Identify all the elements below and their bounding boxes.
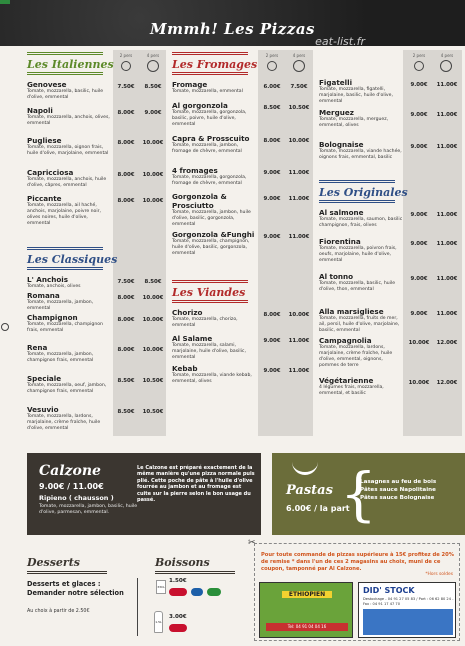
menu-item	[172, 80, 256, 95]
coca-cola-logo-icon	[169, 624, 187, 632]
item-name: Al salmone	[319, 208, 364, 217]
chalkboard-header	[0, 0, 465, 46]
item-description: Tomate, mozzarella, jambon, emmental	[27, 300, 94, 311]
price-large: 11.00€	[288, 196, 310, 202]
item-name: Romana	[27, 291, 60, 300]
item-description: Tomate, mozzarella, viande hachée, oignons frais, emmental, basilic	[319, 149, 402, 160]
price-small: 8.00€	[117, 140, 135, 146]
price-small: 9.00€	[263, 196, 281, 202]
orangina-logo-icon	[191, 588, 203, 596]
flag-icon	[0, 0, 10, 4]
item-name: Gorgonzola & Prosciutto	[172, 192, 227, 210]
item-name: Figatelli	[319, 78, 353, 87]
item-name: Capricciosa	[27, 168, 74, 177]
calzone-ingredients: Tomate, mozzarella, jambon, basilic, huile d'olive, parmesan, emmental.	[39, 504, 138, 515]
item-name: Al Salame	[172, 334, 213, 343]
price-small: 7.50€	[117, 279, 135, 285]
pastas-price: 6.00€ / la part	[286, 504, 350, 513]
price-large: 11.00€	[436, 241, 458, 247]
price-small: 9.00€	[410, 112, 428, 118]
menu-item	[319, 78, 403, 105]
desserts-line1: Desserts et glaces :	[27, 580, 101, 588]
section-title: Les Italiennes	[27, 58, 114, 71]
section-rule	[319, 200, 395, 203]
pizza-large-icon	[440, 60, 452, 72]
price-large: 9.00€	[144, 110, 162, 116]
price-large: 10.00€	[142, 317, 164, 323]
item-description: Tomate, mozzarella, oignon frais, huile d'olive, marjolaine, emmental	[27, 145, 109, 156]
item-name: Merguez	[319, 108, 354, 117]
item-description: Tomate, anchois, olives	[27, 284, 81, 289]
item-description: Tomate, mozzarella, lardons, marjolaine, crème fraîche, huile d'olive, emmental, oignons, pommes de terre	[319, 345, 393, 368]
price-small: 8.00€	[117, 317, 135, 323]
price-small: 8.00€	[263, 312, 281, 318]
section-rule	[172, 52, 248, 55]
item-name: Végétarienne	[319, 376, 374, 385]
pastas-title: Pastas	[286, 483, 333, 498]
item-name: Piccante	[27, 194, 62, 203]
size-header-large: 4 pers	[440, 53, 454, 58]
price-large: 10.00€	[142, 198, 164, 204]
boissons-rule	[155, 571, 235, 574]
item-description: Tomate, mozzarella, viande kebab, emmental, olives	[172, 373, 252, 384]
promo-text: Pour toute commande de pizzas supérieure à 15€ profitez de 20% de remise * dans l'un de ces 2 magasins au choix, muni de ce coupon, tamponné par Al Calzone.	[261, 552, 454, 572]
menu-item	[319, 108, 403, 129]
item-description: Tomate, mozzarella, merguez, emmental, olives	[319, 117, 389, 128]
item-name: Campagnolia	[319, 336, 372, 345]
item-name: Champignon	[27, 313, 78, 322]
menu-item	[27, 291, 111, 312]
size-header-small: 2 pers	[265, 53, 279, 58]
item-name: Gorgonzola &Funghi	[172, 230, 255, 239]
price-large: 10.00€	[288, 138, 310, 144]
price-large: 11.00€	[288, 234, 310, 240]
menu-item	[172, 308, 256, 329]
bottle-label: 1.5L	[155, 620, 162, 624]
price-large: 10.50€	[288, 105, 310, 111]
price-large: 11.00€	[288, 170, 310, 176]
side-target-icon	[1, 323, 9, 331]
item-name: Kebab	[172, 364, 198, 373]
price-large: 10.00€	[288, 312, 310, 318]
size-header-large: 4 pers	[292, 53, 306, 58]
price-small: 8.00€	[117, 295, 135, 301]
price-small: 9.00€	[410, 241, 428, 247]
price-small: 8.50€	[117, 378, 135, 384]
section-title: Les Viandes	[172, 286, 246, 299]
item-description: Tomate, mozzarella, figatelli, marjolaine, basilic, huile d'olive, emmental	[319, 87, 393, 104]
can-icon	[156, 580, 166, 594]
menu-item	[172, 192, 256, 228]
item-description: Tomate, mozzarella, lardons, marjolaine, crème fraîche, huile d'olive, emmental	[27, 414, 101, 431]
scissors-icon: ✂	[248, 538, 256, 548]
promo-coupon	[248, 538, 460, 641]
pasta-item: Pâtes sauce Bolognaise	[360, 495, 435, 501]
bottle-icon	[154, 611, 163, 633]
price-small: 8.00€	[117, 198, 135, 204]
item-description: Tomate, mozzarella, saumon, basilic champignon, frais, olives	[319, 217, 403, 228]
item-description: Tomate, mozzarella, jambon, huile d'olive, basilic, gorgonzola, emmental	[172, 210, 251, 227]
item-description: Tomate, mozzarella, ail haché, anchois, marjolaine, poivre noir, olives noires, huile d'olive, emmental	[27, 203, 101, 226]
price-small: 9.00€	[410, 144, 428, 150]
pizza-small-icon	[414, 61, 424, 71]
section-rule	[172, 300, 248, 303]
item-name: Alla marsigliese	[319, 307, 384, 316]
menu-item	[27, 275, 111, 290]
price-large: 10.00€	[142, 347, 164, 353]
price-small: 9.00€	[263, 368, 281, 374]
section-rule	[27, 247, 103, 250]
price-large: 10.50€	[142, 378, 164, 384]
calzone-subtitle: Ripieno ( chausson )	[39, 494, 114, 502]
item-description: Tomate, mozzarella, basilic, huile d'olive, thon, emmental	[319, 281, 396, 292]
item-name: L' Anchois	[27, 275, 69, 284]
item-description: Tomate, mozzarella, jambon, fromage de chèvre, emmental	[172, 143, 242, 154]
price-large: 11.00€	[436, 276, 458, 282]
item-name: Al tonno	[319, 272, 354, 281]
section-rule	[27, 267, 103, 270]
item-name: Bolognaise	[319, 140, 364, 149]
divider	[137, 578, 138, 636]
section-title: Les Originales	[319, 186, 408, 199]
item-description: Tomate, mozzarella, chorizo, emmental	[172, 317, 238, 328]
menu-item	[27, 313, 111, 334]
item-name: Fromage	[172, 80, 208, 89]
ethiopien-contact: Tel: 04 91 04 04 16	[266, 623, 348, 631]
price-small: 8.00€	[263, 138, 281, 144]
didstock-lines: Destockage - 04 91 27 05 83 / Port : 06 62 80 24 - Fax : 04 91 17 47 70	[363, 597, 454, 606]
price-small: 8.00€	[117, 347, 135, 353]
price-small: 9.00€	[410, 311, 428, 317]
desserts-line2: Demander notre sélection	[27, 589, 124, 597]
item-description: Tomate, mozzarella, salami, marjolaine, huile d'olive, basilic, emmental	[172, 343, 246, 360]
menu-item	[319, 237, 403, 264]
item-description: Tomate, mozzarella, jambon, champignon frais, emmental	[27, 352, 94, 363]
pizza-large-icon	[293, 60, 305, 72]
pizza-small-icon	[121, 61, 131, 71]
didstock-ad	[358, 582, 456, 638]
size-header-small: 2 pers	[412, 53, 426, 58]
menu-item	[172, 230, 256, 257]
item-name: Al gorgonzola	[172, 101, 228, 110]
menu-item	[319, 208, 403, 229]
price-small: 8.00€	[117, 172, 135, 178]
calzone-note: Le Calzone est préparé exactement de la même manière qu'une pizza normale puis plié. Cette poche de pâte à l'huile d'olive fourrée au jambon et au fromage est cuite sur la pierre selon le bon usage du passé.	[137, 465, 255, 504]
pizza-large-icon	[147, 60, 159, 72]
fanta-logo-icon	[207, 588, 221, 596]
item-name: Chorizo	[172, 308, 203, 317]
desserts-title: Desserts	[27, 556, 80, 569]
menu-item	[172, 334, 256, 361]
price-small: 6.00€	[263, 84, 281, 90]
didstock-name: DID' STOCK	[363, 586, 415, 595]
pastas-list	[360, 478, 436, 502]
menu-item	[319, 376, 403, 397]
page-title: Mmmh! Les Pizzas	[150, 20, 315, 38]
price-large: 10.00€	[142, 295, 164, 301]
ethiopien-ad	[259, 582, 353, 638]
item-name: Capra & Prosscuito	[172, 134, 250, 143]
price-small: 10.00€	[408, 340, 430, 346]
store-photo	[363, 609, 453, 635]
price-large: 11.00€	[436, 311, 458, 317]
price-large: 12.00€	[436, 340, 458, 346]
section-title: Les Fromages	[172, 58, 258, 71]
can-price: 1.50€	[169, 578, 187, 584]
price-large: 11.00€	[436, 212, 458, 218]
section-rule	[27, 72, 103, 75]
pastas-panel	[272, 453, 465, 535]
item-description: Tomate, mozzarella, fruits de mer, ail, persil, huile d'olive, marjolaine, basilic, emmental	[319, 316, 400, 333]
pasta-bowl-icon	[292, 461, 318, 475]
menu-item	[27, 405, 111, 432]
price-large: 11.00€	[288, 338, 310, 344]
price-large: 11.00€	[436, 112, 458, 118]
bottle-price: 3.00€	[169, 614, 187, 620]
menu-item	[319, 336, 403, 369]
price-large: 10.00€	[142, 140, 164, 146]
menu-item	[319, 272, 403, 293]
size-header-small: 2 pers	[119, 53, 133, 58]
pasta-item: Pâtes sauce Napolitaine	[360, 487, 436, 493]
size-header-large: 4 pers	[146, 53, 160, 58]
item-name: Napoli	[27, 106, 53, 115]
menu-item	[27, 136, 111, 157]
section-rule	[172, 280, 248, 283]
price-large: 10.00€	[142, 172, 164, 178]
item-name: Speciale	[27, 374, 62, 383]
menu-item	[319, 140, 403, 161]
price-large: 12.00€	[436, 380, 458, 386]
calzone-title: Calzone	[39, 463, 101, 479]
price-large: 10.50€	[142, 409, 164, 415]
pizza-small-icon	[267, 61, 277, 71]
item-description: Tomate, mozzarella, oeuf, jambon, champignon frais, emmental	[27, 383, 107, 394]
item-description: Tomate, mozzarella, gorgonzola, basilic, poivre, huile d'olive, emmental	[172, 110, 247, 127]
item-description: Tomate, mozzarella, basilic, huile d'olive, emmental	[27, 89, 104, 100]
calzone-panel	[27, 453, 261, 535]
menu-item	[27, 343, 111, 364]
item-description: Tomate, mozzarella, gorgonzola, fromage de chèvre, emmental	[172, 175, 247, 186]
item-description: Tomate, mozzarella, poivron frais, oeufs, marjolaine, huile d'olive, emmental	[319, 246, 397, 263]
item-description: Tomate, mozzarella, champignon frais, emmental	[27, 322, 103, 333]
price-large: 8.50€	[144, 84, 162, 90]
price-large: 8.50€	[144, 279, 162, 285]
coca-cola-logo-icon	[169, 588, 187, 596]
menu-item	[172, 101, 256, 128]
price-small: 9.00€	[263, 234, 281, 240]
menu-item	[172, 134, 256, 155]
price-small: 9.00€	[410, 276, 428, 282]
menu-item	[27, 374, 111, 395]
menu-item	[27, 80, 111, 101]
price-large: 11.00€	[288, 368, 310, 374]
menu-item	[319, 307, 403, 334]
boissons-title: Boissons	[155, 556, 210, 569]
promo-footnote: *Hors soldes	[425, 572, 453, 577]
section-rule	[172, 72, 248, 75]
price-large: 11.00€	[436, 144, 458, 150]
item-name: Genovese	[27, 80, 67, 89]
price-small: 10.00€	[408, 380, 430, 386]
section-rule	[319, 180, 395, 183]
menu-item	[27, 168, 111, 189]
desserts-note: Au choix à partir de 2.50€	[27, 609, 90, 614]
price-small: 8.50€	[263, 105, 281, 111]
item-description: Tomate, mozzarella, champignon, huile d'olive, basilic, gorgonzola, emmental	[172, 239, 250, 256]
item-name: Vesuvio	[27, 405, 59, 414]
calzone-price: 9.00€ / 11.00€	[39, 482, 104, 491]
brace-icon: {	[340, 460, 377, 528]
price-large: 11.00€	[436, 82, 458, 88]
menu-item	[172, 166, 256, 187]
item-name: Pugliese	[27, 136, 62, 145]
pasta-item: Lasagnes au feu de bois	[360, 479, 437, 485]
section-title: Les Classiques	[27, 253, 118, 266]
item-name: Fiorentina	[319, 237, 361, 246]
price-small: 9.00€	[263, 338, 281, 344]
section-rule	[27, 52, 103, 55]
item-description: Tomate, mozzarella, anchois, huile d'olive, câpres, emmental	[27, 177, 107, 188]
can-label: 33CL	[157, 585, 165, 589]
menu-item	[27, 194, 111, 227]
price-small: 8.00€	[117, 110, 135, 116]
price-small: 9.00€	[410, 82, 428, 88]
item-name: Rena	[27, 343, 48, 352]
item-description: Tomate, mozzarella, emmental	[172, 89, 243, 94]
menu-item	[172, 364, 256, 385]
item-description: 4 légumes frais, mozzarella, emmental, et basilic	[319, 385, 384, 396]
price-small: 9.00€	[263, 170, 281, 176]
watermark: eat-list.fr	[315, 35, 365, 48]
price-small: 9.00€	[410, 212, 428, 218]
item-description: Tomate, mozzarella, anchois, olives, emmental	[27, 115, 110, 126]
price-small: 7.50€	[117, 84, 135, 90]
price-large: 7.50€	[290, 84, 308, 90]
desserts-rule	[27, 571, 107, 574]
ethiopien-name: ETHIOPIEN	[282, 591, 332, 598]
menu-item	[27, 106, 111, 127]
item-name: 4 fromages	[172, 166, 218, 175]
price-small: 8.50€	[117, 409, 135, 415]
